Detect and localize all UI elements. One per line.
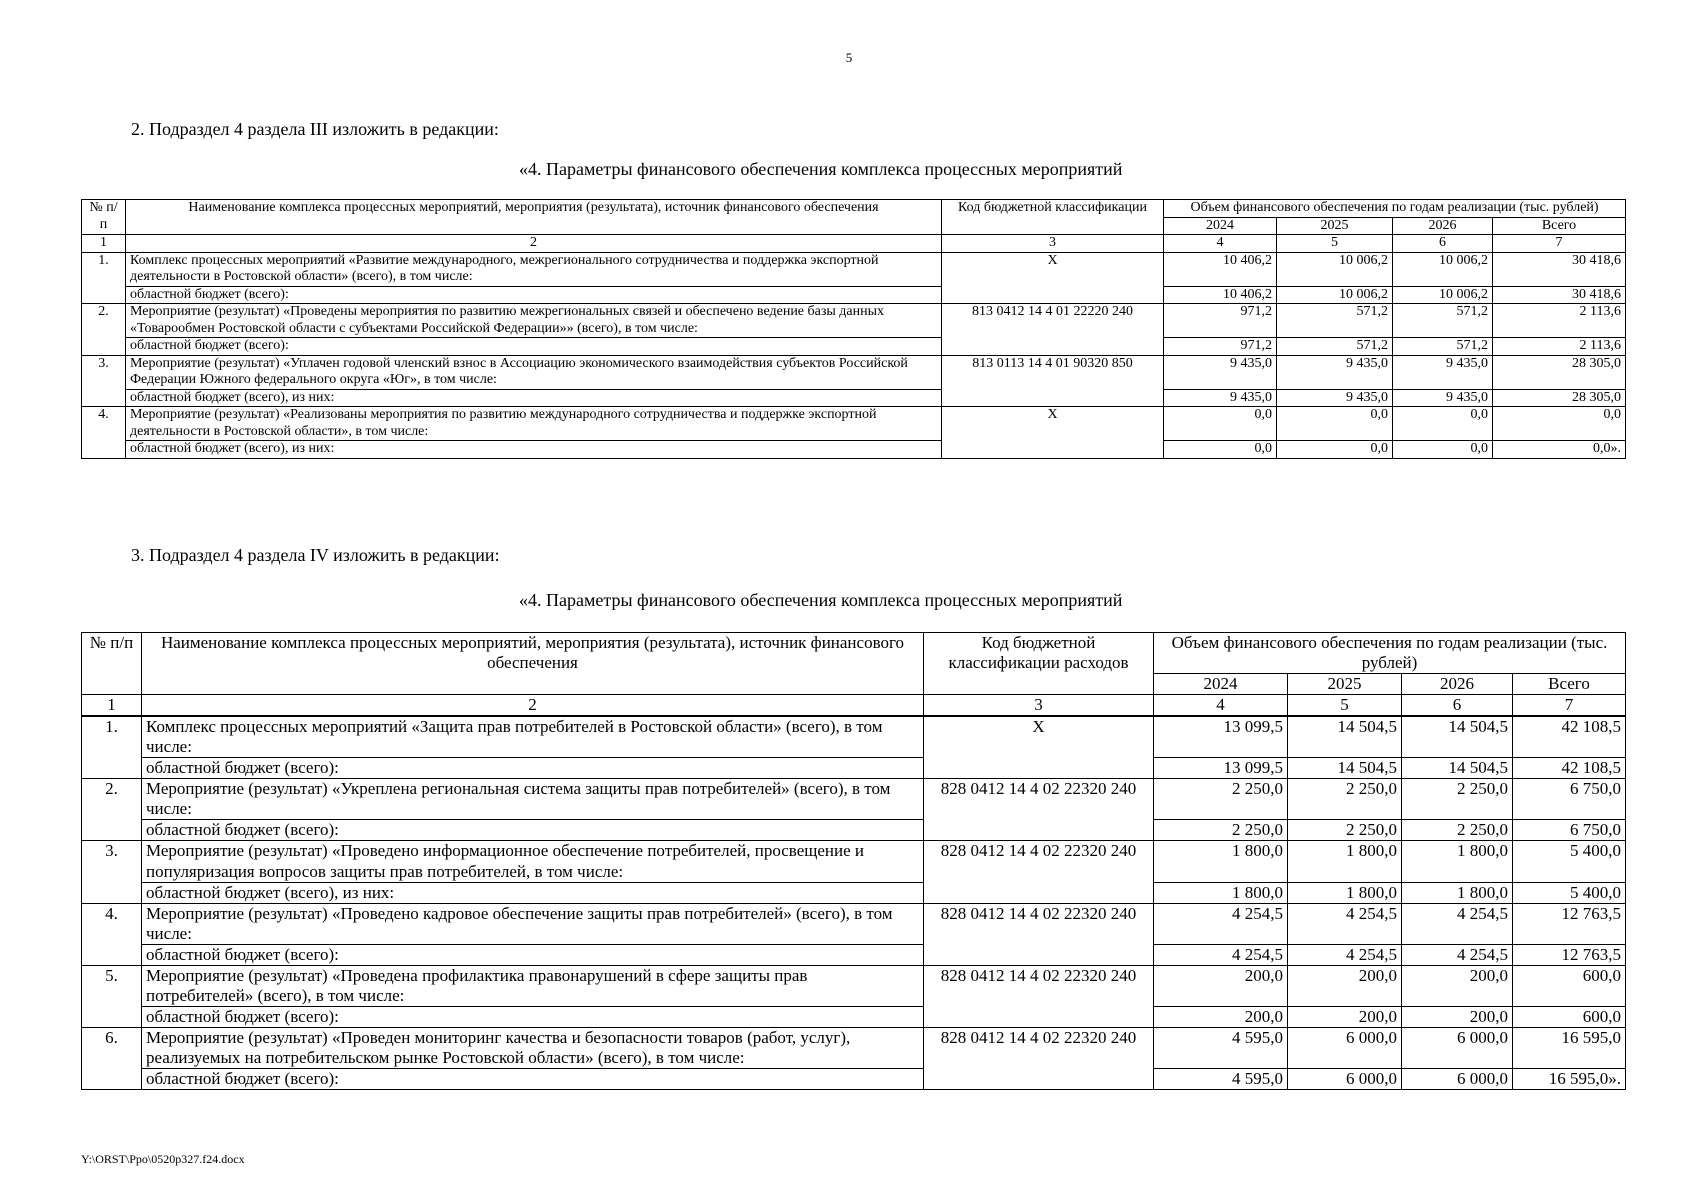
year-value: 1 800,0 bbox=[1154, 882, 1288, 903]
year-value: 14 504,5 bbox=[1288, 716, 1402, 758]
col-number: 7 bbox=[1493, 235, 1626, 253]
table-row bbox=[82, 252, 1626, 286]
row-number: 6. bbox=[82, 1027, 142, 1089]
year-value: 200,0 bbox=[1154, 965, 1288, 1006]
total-value: 28 305,0 bbox=[1493, 355, 1626, 389]
total-value: 2 113,6 bbox=[1493, 304, 1626, 338]
regional-budget-label: областной бюджет (всего): bbox=[126, 338, 942, 356]
page-number: 5 bbox=[845, 50, 853, 65]
year-value: 6 000,0 bbox=[1288, 1068, 1402, 1089]
header-year: 2026 bbox=[1393, 217, 1493, 235]
table-row bbox=[82, 965, 1626, 1006]
row-name: Мероприятие (результат) «Укреплена региональная система защиты прав потребителей» (всего), в том числе: bbox=[142, 779, 924, 820]
col-number: 5 bbox=[1288, 695, 1402, 717]
year-value: 10 006,2 bbox=[1393, 286, 1493, 304]
year-value: 0,0 bbox=[1277, 441, 1393, 459]
year-value: 1 800,0 bbox=[1402, 882, 1513, 903]
col-number: 4 bbox=[1164, 235, 1277, 253]
table-row bbox=[82, 903, 1626, 944]
budget-code: 828 0412 14 4 02 22320 240 bbox=[924, 1027, 1154, 1089]
total-value: 0,0». bbox=[1493, 441, 1626, 459]
header-num: № п/п bbox=[82, 200, 126, 235]
year-value: 971,2 bbox=[1164, 338, 1277, 356]
table-subrow bbox=[82, 286, 1626, 304]
year-value: 0,0 bbox=[1164, 407, 1277, 441]
budget-code: Х bbox=[924, 716, 1154, 779]
row-number: 2. bbox=[82, 304, 126, 356]
row-number: 1. bbox=[82, 716, 142, 779]
year-value: 4 254,5 bbox=[1288, 944, 1402, 965]
year-value: 4 254,5 bbox=[1402, 944, 1513, 965]
year-value: 571,2 bbox=[1277, 338, 1393, 356]
row-name: Мероприятие (результат) «Проведены мероприятия по развитию межрегиональных связей и обеспечено ведение базы данных «Товарообмен Ростовской области с субъектами Российской Федерации»» (всего), в том числе: bbox=[126, 304, 942, 338]
year-value: 4 254,5 bbox=[1288, 903, 1402, 944]
year-value: 13 099,5 bbox=[1154, 758, 1288, 779]
row-number: 3. bbox=[82, 355, 126, 407]
table-subrow bbox=[82, 1068, 1626, 1089]
year-value: 200,0 bbox=[1402, 965, 1513, 1006]
year-value: 6 000,0 bbox=[1402, 1027, 1513, 1068]
year-value: 9 435,0 bbox=[1393, 389, 1493, 407]
year-value: 9 435,0 bbox=[1164, 355, 1277, 389]
col-number: 3 bbox=[942, 235, 1164, 253]
total-value: 16 595,0». bbox=[1513, 1068, 1626, 1089]
table-row bbox=[82, 304, 1626, 338]
year-value: 14 504,5 bbox=[1288, 758, 1402, 779]
row-name: Мероприятие (результат) «Уплачен годовой членский взнос в Ассоциацию экономического взаимодействия субъектов Российской Федерации Южного федерального округа «Юг», в том числе: bbox=[126, 355, 942, 389]
year-value: 4 254,5 bbox=[1154, 944, 1288, 965]
header-name: Наименование комплекса процессных мероприятий, мероприятия (результата), источник финансового обеспечения bbox=[142, 633, 924, 695]
budget-code: 828 0412 14 4 02 22320 240 bbox=[924, 903, 1154, 965]
regional-budget-label: областной бюджет (всего): bbox=[126, 286, 942, 304]
year-value: 1 800,0 bbox=[1288, 841, 1402, 882]
table-row bbox=[82, 779, 1626, 820]
year-value: 200,0 bbox=[1154, 1006, 1288, 1027]
col-number: 2 bbox=[126, 235, 942, 253]
table-row bbox=[82, 355, 1626, 389]
year-value: 971,2 bbox=[1164, 304, 1277, 338]
table-row bbox=[82, 407, 1626, 441]
row-name: Мероприятие (результат) «Проведено информационное обеспечение потребителей, просвещение и популяризация вопросов защиты прав потребителей, в том числе: bbox=[142, 841, 924, 882]
year-value: 2 250,0 bbox=[1288, 820, 1402, 841]
total-value: 0,0 bbox=[1493, 407, 1626, 441]
year-value: 1 800,0 bbox=[1154, 841, 1288, 882]
section3-table bbox=[81, 632, 1626, 1090]
row-name: Мероприятие (результат) «Реализованы мероприятия по развитию международного сотрудничества и поддержке экспортной деятельности в Ростовской области», в том числе: bbox=[126, 407, 942, 441]
year-value: 571,2 bbox=[1277, 304, 1393, 338]
total-value: 5 400,0 bbox=[1513, 841, 1626, 882]
table-row bbox=[82, 716, 1626, 758]
header-year: 2025 bbox=[1288, 674, 1402, 695]
header-year: 2026 bbox=[1402, 674, 1513, 695]
header-year: 2024 bbox=[1154, 674, 1288, 695]
section3-intro: 3. Подраздел 4 раздела IV изложить в редакции: bbox=[131, 545, 500, 565]
year-value: 1 800,0 bbox=[1288, 882, 1402, 903]
row-name: Комплекс процессных мероприятий «Развитие международного, межрегионального сотрудничества и поддержка экспортной деятельности в Ростовской области» (всего), в том числе: bbox=[126, 252, 942, 286]
year-value: 10 406,2 bbox=[1164, 286, 1277, 304]
total-value: 42 108,5 bbox=[1513, 758, 1626, 779]
header-volume: Объем финансового обеспечения по годам реализации (тыс. рублей) bbox=[1154, 633, 1626, 674]
total-value: 5 400,0 bbox=[1513, 882, 1626, 903]
total-value: 600,0 bbox=[1513, 965, 1626, 1006]
header-volume: Объем финансового обеспечения по годам реализации (тыс. рублей) bbox=[1164, 200, 1626, 218]
year-value: 4 254,5 bbox=[1154, 903, 1288, 944]
total-value: 6 750,0 bbox=[1513, 779, 1626, 820]
col-number: 1 bbox=[82, 695, 142, 717]
row-number: 2. bbox=[82, 779, 142, 841]
total-value: 16 595,0 bbox=[1513, 1027, 1626, 1068]
year-value: 571,2 bbox=[1393, 338, 1493, 356]
col-number: 4 bbox=[1154, 695, 1288, 717]
year-value: 10 406,2 bbox=[1164, 252, 1277, 286]
table-row bbox=[82, 1027, 1626, 1068]
year-value: 4 254,5 bbox=[1402, 903, 1513, 944]
year-value: 9 435,0 bbox=[1277, 355, 1393, 389]
header-num: № п/п bbox=[82, 633, 142, 695]
row-number: 3. bbox=[82, 841, 142, 903]
row-name: Комплекс процессных мероприятий «Защита прав потребителей в Ростовской области» (всего), в том числе: bbox=[142, 716, 924, 758]
col-number: 7 bbox=[1513, 695, 1626, 717]
budget-code: 828 0412 14 4 02 22320 240 bbox=[924, 965, 1154, 1027]
year-value: 200,0 bbox=[1288, 965, 1402, 1006]
year-value: 13 099,5 bbox=[1154, 716, 1288, 758]
year-value: 2 250,0 bbox=[1154, 779, 1288, 820]
regional-budget-label: областной бюджет (всего): bbox=[142, 1006, 924, 1027]
budget-code: Х bbox=[942, 252, 1164, 304]
row-name: Мероприятие (результат) «Проведено кадровое обеспечение защиты прав потребителей» (всего), в том числе: bbox=[142, 903, 924, 944]
row-number: 4. bbox=[82, 903, 142, 965]
table-subrow bbox=[82, 820, 1626, 841]
total-value: 12 763,5 bbox=[1513, 903, 1626, 944]
total-value: 2 113,6 bbox=[1493, 338, 1626, 356]
header-total: Всего bbox=[1513, 674, 1626, 695]
row-number: 4. bbox=[82, 407, 126, 459]
total-value: 30 418,6 bbox=[1493, 286, 1626, 304]
table-row bbox=[82, 841, 1626, 882]
year-value: 10 006,2 bbox=[1277, 286, 1393, 304]
col-number: 2 bbox=[142, 695, 924, 717]
year-value: 14 504,5 bbox=[1402, 716, 1513, 758]
file-path-footer: Y:\ORST\Ppo\0520p327.f24.docx bbox=[81, 1152, 245, 1166]
header-code: Код бюджетной классификации bbox=[942, 200, 1164, 235]
total-value: 12 763,5 bbox=[1513, 944, 1626, 965]
regional-budget-label: областной бюджет (всего): bbox=[142, 758, 924, 779]
budget-code: 813 0412 14 4 01 22220 240 bbox=[942, 304, 1164, 356]
header-year: 2025 bbox=[1277, 217, 1393, 235]
regional-budget-label: областной бюджет (всего): bbox=[142, 820, 924, 841]
year-value: 6 000,0 bbox=[1402, 1068, 1513, 1089]
budget-code: 828 0412 14 4 02 22320 240 bbox=[924, 779, 1154, 841]
col-number: 3 bbox=[924, 695, 1154, 717]
year-value: 9 435,0 bbox=[1164, 389, 1277, 407]
year-value: 10 006,2 bbox=[1277, 252, 1393, 286]
regional-budget-label: областной бюджет (всего): bbox=[142, 1068, 924, 1089]
year-value: 200,0 bbox=[1402, 1006, 1513, 1027]
col-number: 5 bbox=[1277, 235, 1393, 253]
total-value: 600,0 bbox=[1513, 1006, 1626, 1027]
row-number: 5. bbox=[82, 965, 142, 1027]
total-value: 6 750,0 bbox=[1513, 820, 1626, 841]
year-value: 2 250,0 bbox=[1288, 779, 1402, 820]
budget-code: 813 0113 14 4 01 90320 850 bbox=[942, 355, 1164, 407]
year-value: 2 250,0 bbox=[1402, 779, 1513, 820]
header-year: 2024 bbox=[1164, 217, 1277, 235]
header-code: Код бюджетной классификации расходов bbox=[924, 633, 1154, 695]
total-value: 28 305,0 bbox=[1493, 389, 1626, 407]
budget-code: 828 0412 14 4 02 22320 240 bbox=[924, 841, 1154, 903]
section2-intro: 2. Подраздел 4 раздела III изложить в редакции: bbox=[131, 119, 499, 139]
year-value: 0,0 bbox=[1393, 441, 1493, 459]
year-value: 9 435,0 bbox=[1277, 389, 1393, 407]
table-subrow bbox=[82, 1006, 1626, 1027]
section2-title: «4. Параметры финансового обеспечения комплекса процессных мероприятий bbox=[519, 159, 1123, 179]
table-subrow bbox=[82, 944, 1626, 965]
year-value: 0,0 bbox=[1277, 407, 1393, 441]
year-value: 4 595,0 bbox=[1154, 1027, 1288, 1068]
table-subrow bbox=[82, 882, 1626, 903]
year-value: 2 250,0 bbox=[1402, 820, 1513, 841]
year-value: 0,0 bbox=[1164, 441, 1277, 459]
year-value: 1 800,0 bbox=[1402, 841, 1513, 882]
header-total: Всего bbox=[1493, 217, 1626, 235]
header-name: Наименование комплекса процессных мероприятий, мероприятия (результата), источник финансового обеспечения bbox=[126, 200, 942, 235]
year-value: 4 595,0 bbox=[1154, 1068, 1288, 1089]
year-value: 9 435,0 bbox=[1393, 355, 1493, 389]
section3-title: «4. Параметры финансового обеспечения комплекса процессных мероприятий bbox=[519, 590, 1123, 610]
col-number: 6 bbox=[1393, 235, 1493, 253]
table-subrow bbox=[82, 389, 1626, 407]
budget-code: Х bbox=[942, 407, 1164, 459]
col-number: 6 bbox=[1402, 695, 1513, 717]
regional-budget-label: областной бюджет (всего): bbox=[142, 944, 924, 965]
total-value: 30 418,6 bbox=[1493, 252, 1626, 286]
regional-budget-label: областной бюджет (всего), из них: bbox=[142, 882, 924, 903]
year-value: 10 006,2 bbox=[1393, 252, 1493, 286]
regional-budget-label: областной бюджет (всего), из них: bbox=[126, 389, 942, 407]
row-name: Мероприятие (результат) «Проведен мониторинг качества и безопасности товаров (работ, услуг), реализуемых на потребительском рынке Ростовской области» (всего), в том числе: bbox=[142, 1027, 924, 1068]
row-name: Мероприятие (результат) «Проведена профилактика правонарушений в сфере защиты прав потребителей» (всего), в том числе: bbox=[142, 965, 924, 1006]
table-subrow bbox=[82, 338, 1626, 356]
table-subrow bbox=[82, 441, 1626, 459]
year-value: 0,0 bbox=[1393, 407, 1493, 441]
total-value: 42 108,5 bbox=[1513, 716, 1626, 758]
table-subrow bbox=[82, 758, 1626, 779]
year-value: 6 000,0 bbox=[1288, 1027, 1402, 1068]
regional-budget-label: областной бюджет (всего), из них: bbox=[126, 441, 942, 459]
year-value: 14 504,5 bbox=[1402, 758, 1513, 779]
col-number: 1 bbox=[82, 235, 126, 253]
section2-table bbox=[81, 199, 1626, 459]
year-value: 2 250,0 bbox=[1154, 820, 1288, 841]
year-value: 571,2 bbox=[1393, 304, 1493, 338]
row-number: 1. bbox=[82, 252, 126, 304]
year-value: 200,0 bbox=[1288, 1006, 1402, 1027]
